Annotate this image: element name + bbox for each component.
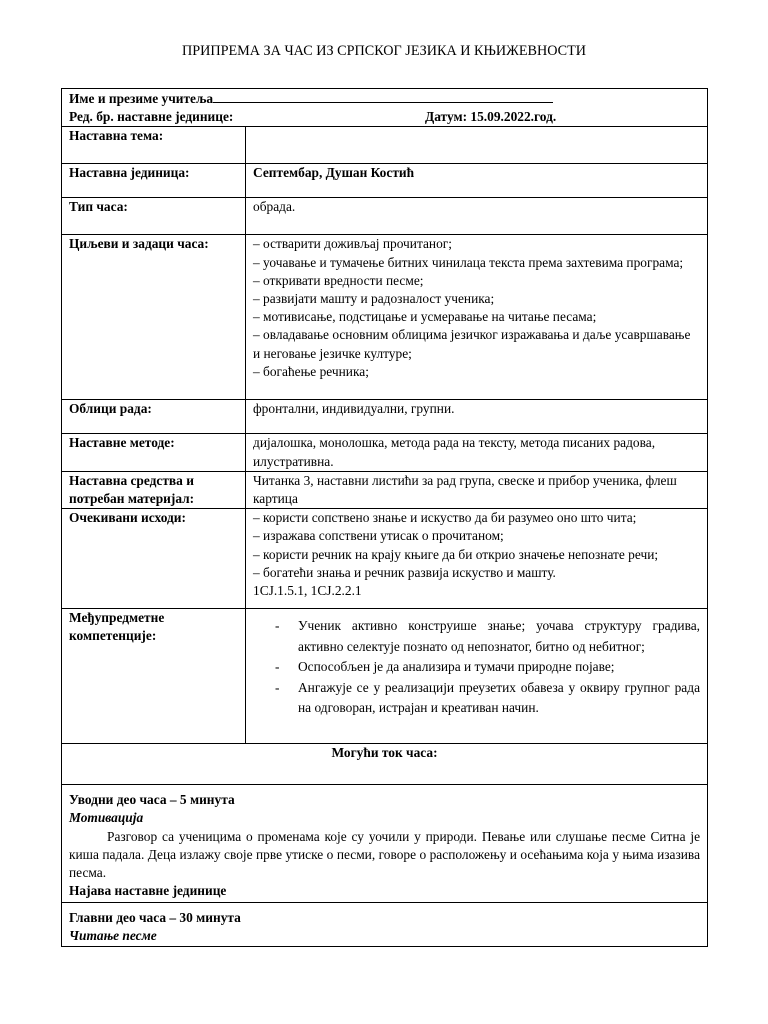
intro-row [62,785,708,903]
outcomes-list [246,509,708,609]
teacher-name-blank [213,89,553,103]
goals-row [62,235,708,400]
announce-title: Најава наставне јединице [69,883,227,899]
page-title: ПРИПРЕМА ЗА ЧАС ИЗ СРПСКОГ ЈЕЗИКА И КЊИЖЕВНОСТИ [181,43,587,59]
unit-date-line [69,108,700,126]
reading-title: Читање песме [69,928,157,944]
teacher-name-line [69,89,700,108]
type-value: обрада. [246,198,708,235]
forms-label: Облици рада: [62,400,246,434]
bullet-dash-icon: - [275,679,280,695]
competence-item: - Оспособљен је да анализира и тумачи природне појаве; [253,657,700,678]
teacher-label: Име и презиме учитеља [69,91,214,106]
goals-list [246,235,708,400]
bullet-dash-icon: - [275,618,280,634]
competence-item: - Ученик активно конструише знање; уочава структуру градива, активно селектује познато од непознатог, битно од небитног; [253,616,700,657]
lesson-plan-table [61,88,708,947]
goal-item: – овладавање основним облицима језичког изражавања и даље усавршавање и неговање језичке културе; [253,327,691,361]
unit-value: Септембар, Душан Костић [246,164,708,198]
outcome-item: – користи речник на крају књиге да би открио значење непознате речи; [253,546,659,562]
methods-value: дијалошка, монолошка, метода рада на тексту, метода писаних радова, илустративна. [246,434,708,471]
goal-item: – откривати вредности песме; [253,272,424,288]
main-row [62,903,708,947]
materials-row [62,471,708,508]
date-label: Датум: 15.09.2022.год. [425,109,557,125]
materials-label [62,471,246,508]
topic-row [62,127,708,164]
type-label: Тип часа: [62,198,246,235]
outcome-code: 1CJ.1.5.1, 1CJ.2.2.1 [253,583,362,599]
materials-value: Читанка 3, наставни листићи за рад група, свеске и прибор ученика, флеш картица [246,471,708,508]
forms-row [62,400,708,434]
outcomes-row [62,509,708,609]
unit-number-label: Ред. бр. наставне јединице: [69,109,234,125]
header-row [62,89,708,127]
methods-row [62,434,708,471]
intro-title: Уводни део часа – 5 минута [69,792,235,808]
methods-label: Наставне методе: [62,434,246,471]
goal-item: – богаћење речника; [253,363,369,379]
materials-label-line: потребан материјал: [69,491,195,507]
unit-row [62,164,708,198]
competences-label [62,609,246,744]
competence-item: - Ангажује се у реализацији преузетих обавеза у оквиру групног рада на одговоран, истрајан и креативан начин. [253,678,700,719]
main-title: Главни део часа – 30 минута [69,910,241,926]
forms-value: фронтални, индивидуални, групни. [246,400,708,434]
goal-item: – уочавање и тумачење битних чинилаца текста према захтевима програма; [253,254,684,270]
type-row [62,198,708,235]
goals-label: Циљеви и задаци часа: [62,235,246,400]
outcome-item: – богатећи знања и речник развија искуство и машту. [253,564,556,580]
competences-list [253,616,700,719]
outcomes-label: Очекивани исходи: [62,509,246,609]
goal-item: – мотивисање, подстицање и усмеравање на читање песама; [253,309,597,325]
outcome-item: – изражава сопствени утисак о прочитаном; [253,528,504,544]
main-cell [62,903,708,947]
goal-item: – развијати машту и радозналост ученика; [253,291,495,307]
competences-label-line: Међупредметне [69,610,165,626]
course-heading-row [62,744,708,785]
outcome-item: – користи сопствено знање и искуство да би разумео оно што чита; [253,510,637,526]
materials-label-line: Наставна средства и [69,472,194,488]
topic-value [246,127,708,164]
intro-cell [62,785,708,903]
topic-label: Наставна тема: [62,127,246,164]
course-heading: Могући ток часа: [62,744,708,785]
competences-list-cell [246,609,708,744]
unit-label: Наставна јединица: [62,164,246,198]
bullet-dash-icon: - [275,659,280,675]
competences-label-line: компетенције: [69,628,157,644]
goal-item: – остварити доживљај прочитаног; [253,236,452,252]
competences-row [62,609,708,744]
motivation-text: Разговор са ученицима о променама које су уочили у природи. Певање или слушање песме Ситна је киша падала. Деца излажу своје прве утиске о песми, говоре о расположењу и осећањима која у њима изазива песма. [69,828,701,881]
motivation-title: Мотивација [69,810,144,826]
